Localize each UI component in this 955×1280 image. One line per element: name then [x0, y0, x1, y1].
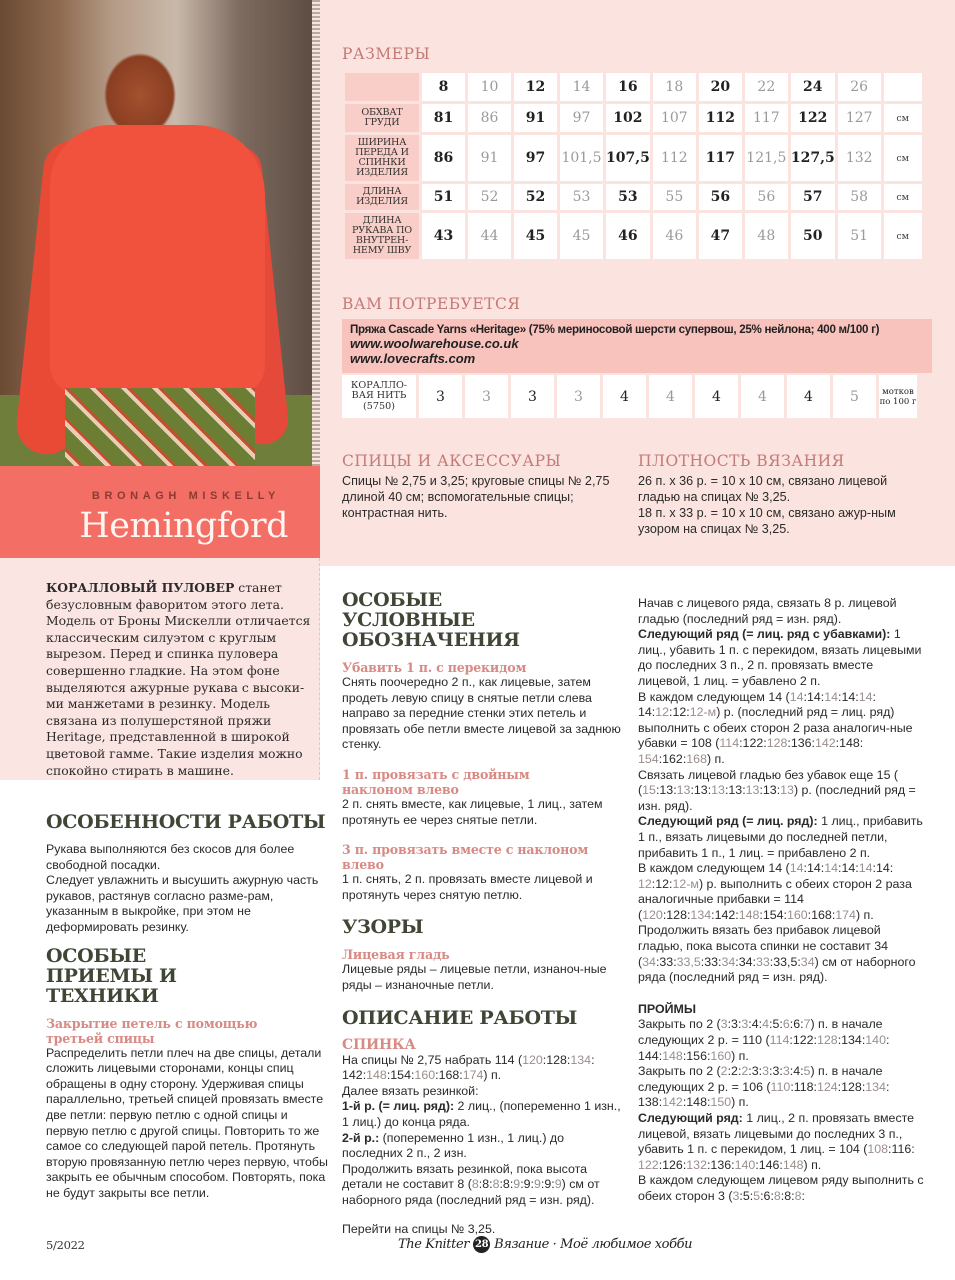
sizes-row-chest — [345, 104, 922, 132]
needles-title: СПИЦЫ И АКСЕССУАРЫ — [342, 452, 562, 470]
cell: 3 — [419, 375, 462, 418]
link-woolwarehouse[interactable]: www.woolwarehouse.co.uk — [350, 336, 519, 351]
cell: 56 — [745, 184, 788, 210]
cell: 53 — [560, 184, 603, 210]
cell: 46 — [606, 213, 650, 259]
abbrev-title: ОСОБЫЕ УСЛОВНЫЕ ОБОЗНАЧЕНИЯ — [342, 589, 520, 651]
cell: 48 — [745, 213, 788, 259]
cell: 43 — [422, 213, 465, 259]
features-p2: Следует увлажнить и высушить ажурную часть рукавов, растянув согласно разме-рам, указанным в выкройке, при этом не деформировать резинку. — [46, 873, 319, 934]
size-col: 18 — [653, 73, 696, 101]
abbr3-text: 1 п. снять, 2 п. провязать вместе лицевой и протянуть через снятую петлю. — [342, 872, 593, 902]
abbr1-text: Снять поочередно 2 п., как лицевые, затем продеть левую спицу в снятые петли слева направо за передние стенки этих петель и провязать обе петли вместе лицевой за заднюю стенку. — [342, 675, 621, 752]
issue-number: 5/2022 — [46, 1238, 85, 1252]
armhole-4: В каждом следующем лицевом ряду выполнить с обеих сторон 3 (3:5:5:6:8:8:8: — [638, 1173, 924, 1203]
pattern-title: Hemingford — [79, 506, 288, 546]
column-3 — [638, 596, 928, 1205]
inc-row: Следующий ряд (= лиц. ряд): 1 лиц., прибавить 1 п., вязать лицевыми до последней петли, прибавить 1 п., 1 лиц. = прибавлено 2 п. — [638, 814, 923, 860]
cell: 4 — [741, 375, 784, 418]
cell: 3 — [511, 375, 554, 418]
magazine-title — [398, 1236, 692, 1253]
cell: 117 — [699, 135, 742, 181]
page-footer — [0, 1236, 955, 1256]
cell: 112 — [699, 104, 742, 132]
continue-plain: Продолжить вязать без прибавок лицевой гладью, пока высота спинки не составит 34 (34:33:33,5:33:34:34:33:33,5:34) см от наборного ряда (последний ряд = изн. ряд). — [638, 923, 916, 985]
dec-row: Следующий ряд (= лиц. ряд с убавками): 1 лиц., убавить 1 п. с перекидом, вязать лицевыми до последних 3 п., 2 п. провязать вместе лицевой, 1 лиц. = убавлено 2 п. — [638, 627, 922, 688]
magazine-subtitle: Вязание · Моё любимое хобби — [494, 1237, 693, 1252]
cell: 117 — [745, 104, 788, 132]
intro-lead: КОРАЛЛОВЫЙ ПУЛОВЕР — [46, 580, 235, 595]
cell: 53 — [606, 184, 650, 210]
techniques-title: ОСОБЫЕ ПРИЕМЫ И ТЕХНИКИ — [46, 944, 177, 1007]
row-label: ОБХВАТ ГРУДИ — [345, 104, 419, 132]
unit-blank — [884, 73, 922, 101]
size-col: 14 — [560, 73, 603, 101]
column-2 — [342, 590, 628, 1238]
sizes-header-row — [345, 73, 922, 101]
rib-row1: 1-й р. (= лиц. ряд): 2 лиц., (попеременно 1 изн., 1 лиц.) до конца ряда. — [342, 1099, 621, 1129]
cell: 86 — [422, 135, 465, 181]
armhole-3: Следующий ряд: 1 лиц., 2 п. провязать вместе лицевой, вязать лицевыми до последних 3 п., убавить 1 п. с перекидом, 1 лиц. = 104 (108:116: 122:126:132:136:140:146:148) п. — [638, 1111, 915, 1172]
sizes-title: РАЗМЕРЫ — [342, 45, 431, 63]
stockinette-title: Лицевая гладь — [342, 947, 450, 963]
sizes-header-corner — [345, 73, 419, 101]
gauge-section — [638, 452, 928, 537]
rib-intro: Далее вязать резинкой: — [342, 1083, 479, 1098]
unit: мотков по 100 г — [879, 375, 917, 418]
zigzag-stitch-divider — [312, 0, 320, 466]
cell: 58 — [838, 184, 881, 210]
unit: см — [884, 104, 922, 132]
size-col: 22 — [745, 73, 788, 101]
features-title: ОСОБЕННОСТИ РАБОТЫ — [46, 811, 326, 833]
cell: 45 — [560, 213, 603, 259]
work-title: ОПИСАНИЕ РАБОТЫ — [342, 1006, 578, 1029]
cell: 52 — [514, 184, 557, 210]
yarn-row — [342, 375, 917, 418]
hero-photo — [0, 0, 320, 466]
armhole-2: Закрыть по 2 (2:2:2:3:3:3:3:4:5) п. в начале следующих 2 р. = 106 (110:118:124:128:134: 138:142:148:150) п. — [638, 1064, 890, 1110]
cell: 51 — [838, 213, 881, 259]
sizes-row-sleeve — [345, 213, 922, 259]
unit: см — [884, 135, 922, 181]
sizes-row-width — [345, 135, 922, 181]
cell: 127,5 — [791, 135, 835, 181]
cell: 44 — [468, 213, 511, 259]
materials-title: ВАМ ПОТРЕБУЕТСЯ — [342, 295, 521, 313]
abbr2-title: 1 п. провязать с двойным наклоном влево — [342, 766, 530, 797]
cell: 5 — [833, 375, 876, 418]
cell: 97 — [514, 135, 557, 181]
unit: см — [884, 213, 922, 259]
gauge-title: ПЛОТНОСТЬ ВЯЗАНИЯ — [638, 452, 845, 470]
cell: 3 — [465, 375, 508, 418]
sizes-row-length — [345, 184, 922, 210]
cell: 107,5 — [606, 135, 650, 181]
row-label: ДЛИНА РУКАВА ПО ВНУТРЕН-НЕМУ ШВУ — [345, 213, 419, 259]
yarn-color-label: КОРАЛЛО-ВАЯ НИТЬ (5750) — [342, 375, 416, 418]
cell: 4 — [603, 375, 646, 418]
photo-skirt — [65, 388, 255, 466]
cell: 3 — [557, 375, 600, 418]
patterns-title: УЗОРЫ — [342, 916, 424, 939]
yarn-info-box — [342, 319, 932, 373]
page-number-badge: 28 — [473, 1236, 490, 1253]
cell: 4 — [695, 375, 738, 418]
cell: 91 — [514, 104, 557, 132]
plain-rows: Связать лицевой гладью без убавок еще 15 ( (15:13:13:13:13:13:13:13:13) р. (последний ряд = изн. ряд). — [638, 767, 916, 813]
cell: 4 — [787, 375, 830, 418]
needles-text: Спицы № 2,75 и 3,25; круговые спицы № 2,75 длиной 40 см; вспомогательные спицы; контрастная нить. — [342, 474, 610, 520]
cell: 97 — [560, 104, 603, 132]
cell: 47 — [699, 213, 742, 259]
cell: 57 — [791, 184, 835, 210]
cell: 112 — [653, 135, 696, 181]
photo-sweater — [50, 125, 265, 395]
cell: 101,5 — [560, 135, 603, 181]
intro-text: КОРАЛЛОВЫЙ ПУЛОВЕР станет безусловным фаворитом этого лета. Модель от Броны Мискелли отличается классическим силуэтом с круглым вырезом. Перед и спинка пуловера совершенно гладкие. На этом фоне выделяются ажурные рукава с высоки-ми манжетами в резинку. Модель связана из полушерстяной пряжи Heritage, представленной в широкой цветовой гамме. Такие изделия можно спокойно стирать в машине. — [46, 580, 311, 778]
size-col: 12 — [514, 73, 557, 101]
cell: 50 — [791, 213, 835, 259]
cell: 86 — [468, 104, 511, 132]
abbr1-title: Убавить 1 п. с перекидом — [342, 660, 527, 675]
column-1 — [46, 812, 328, 1202]
size-col: 20 — [699, 73, 742, 101]
cell: 81 — [422, 104, 465, 132]
needles-section — [342, 452, 632, 521]
designer-name: BRONAGH MISKELLY — [91, 490, 280, 502]
abbr2-text: 2 п. снять вместе, как лицевые, 1 лиц., затем протянуть ее через снятые петли. — [342, 796, 603, 827]
rib-row2: 2-й р.: (попеременно 1 изн., 1 лиц.) до последних 2 п., 2 изн. — [342, 1130, 565, 1161]
cell: 46 — [653, 213, 696, 259]
cell: 132 — [838, 135, 881, 181]
unit: см — [884, 184, 922, 210]
size-col: 24 — [791, 73, 835, 101]
gauge-text: 26 п. х 36 р. = 10 х 10 см, связано лицевой гладью на спицах № 3,25. 18 п. х 33 р. = 10 х 10 см, связано ажур-ным узором на спицах № 3,25. — [638, 474, 896, 536]
cell: 55 — [653, 184, 696, 210]
rep-inc: В каждом следующем 14 (14:14:14:14:14:14: 12:12:12-м) р. выполнить с обеих сторон 2 раза аналогичные прибавки = 114 (120:128:134:142:148:154:160:168:174) п. — [638, 861, 912, 922]
rib-continue: Продолжить вязать резинкой, пока высота детали не составит 8 (8:8:8:8:9:9:9:9:9) см от наборного ряда (последний ряд = изн. ряд). — [342, 1161, 600, 1207]
bindoff-text: Распределить петли плеч на две спицы, детали сложить лицевыми сторонами, концы спиц обращены в одну сторону. Удерживая спицы параллельно, третьей спицей провязать вместе две петли: первую петлю с одной спицы и первую петлю с другой спицы. Повторить то же самое со следующей парой петель. Протянуть вторую провязанную петлю через первую, чтобы закрыть ее обычным способом. Повторять, пока не будут закрыты все петли. — [46, 1045, 328, 1200]
row-label: ШИРИНА ПЕРЕДА И СПИНКИ ИЗДЕЛИЯ — [345, 135, 419, 181]
rep-dec: В каждом следующем 14 (14:14:14:14:14: 14:12:12:12-м) р. (последний ряд = лиц. ряд) выполнить с обеих сторон 2 раза аналогич-ные убавки = 108 (114:122:128:136:142:148: 154:162:168) п. — [638, 689, 913, 766]
back-cast-on: На спицы № 2,75 набрать 114 (120:128:134: 142:148:154:160:168:174) п. — [342, 1052, 595, 1083]
size-col: 26 — [838, 73, 881, 101]
switch-needles: Перейти на спицы № 3,25. — [342, 1222, 496, 1237]
cell: 127 — [838, 104, 881, 132]
magazine-name: The Knitter — [398, 1237, 470, 1252]
link-lovecrafts[interactable]: www.lovecrafts.com — [350, 351, 476, 366]
row-label: ДЛИНА ИЗДЕЛИЯ — [345, 184, 419, 210]
cell: 56 — [699, 184, 742, 210]
cell: 91 — [468, 135, 511, 181]
spec-panel — [320, 0, 955, 566]
size-col: 8 — [422, 73, 465, 101]
armhole-title: ПРОЙМЫ — [638, 1001, 697, 1016]
features-p1: Рукава выполняются без скосов для более свободной посадки. — [46, 842, 295, 872]
col3-p1: Начав с лицевого ряда, связать 8 р. лицевой гладью (последний ряд = изн. ряд). — [638, 596, 897, 626]
cell: 121,5 — [745, 135, 788, 181]
cell: 45 — [514, 213, 557, 259]
yarn-quantity-table — [339, 375, 920, 418]
cell: 122 — [791, 104, 835, 132]
cell: 51 — [422, 184, 465, 210]
armhole-1: Закрыть по 2 (3:3:3:4:4:5:6:6:7) п. в начале следующих 2 р. = 110 (114:122:128:134:140: 144:148:156:160) п. — [638, 1017, 890, 1063]
abbr3-title: 3 п. провязать вместе с наклоном влево — [342, 842, 589, 873]
cell: 107 — [653, 104, 696, 132]
cell: 4 — [649, 375, 692, 418]
sizes-table — [342, 70, 925, 262]
title-band — [0, 466, 320, 558]
bindoff-title: Закрытие петель с помощью третьей спицы — [46, 1015, 258, 1046]
size-col: 10 — [468, 73, 511, 101]
cell: 102 — [606, 104, 650, 132]
intro-panel — [0, 558, 320, 780]
back-title: СПИНКА — [342, 1036, 416, 1053]
yarn-description: Пряжа Cascade Yarns «Heritage» (75% мериносовой шерсти супервош, 25% нейлона; 400 м/100 г) — [350, 323, 880, 336]
cell: 52 — [468, 184, 511, 210]
stockinette-text: Лицевые ряды – лицевые петли, изнаноч-ные ряды – изнаночные петли. — [342, 962, 607, 992]
size-col: 16 — [606, 73, 650, 101]
